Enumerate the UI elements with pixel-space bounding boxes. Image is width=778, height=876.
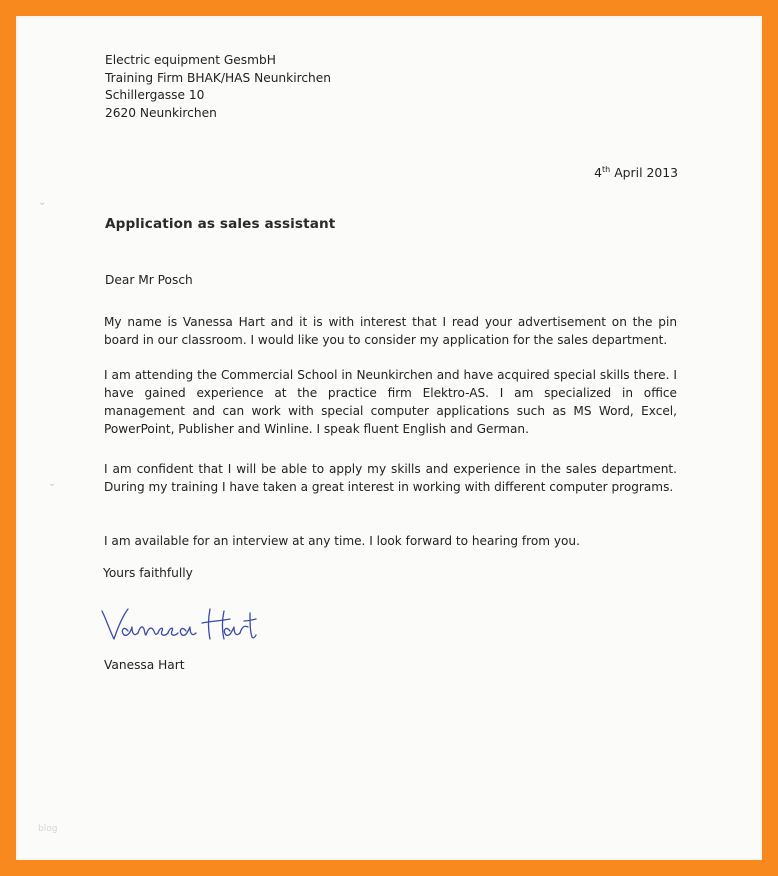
paragraph-confidence: I am confident that I will be able to apply my skills and experience in the sales department. During my training I have taken a great interest in working with different computer programs. bbox=[104, 462, 677, 494]
sender-firm: Training Firm BHAK/HAS Neunkirchen bbox=[105, 70, 331, 85]
date-day: 4 bbox=[594, 165, 603, 180]
date-suffix: th bbox=[602, 165, 611, 174]
letter-date bbox=[594, 165, 678, 180]
watermark: blog bbox=[38, 824, 58, 834]
paragraph-availability: I am available for an interview at any time. I look forward to hearing from you. bbox=[104, 534, 580, 548]
closing: Yours faithfully bbox=[103, 566, 193, 580]
scan-mark: ⌄ bbox=[48, 478, 57, 489]
sender-address bbox=[105, 52, 331, 122]
scan-mark: ⌄ bbox=[38, 197, 47, 208]
sender-street: Schillergasse 10 bbox=[105, 88, 205, 102]
signed-name: Vanessa Hart bbox=[104, 658, 185, 672]
sender-company: Electric equipment GesmbH bbox=[105, 53, 276, 67]
date-month-year: April 2013 bbox=[614, 165, 678, 180]
handwritten-signature bbox=[98, 601, 258, 645]
sender-city: 2620 Neunkirchen bbox=[105, 105, 217, 120]
paragraph-intro: My name is Vanessa Hart and it is with interest that I read your advertisement on the pin board in our classroom. I would like you to consider my application for the sales department. bbox=[104, 315, 677, 347]
salutation: Dear Mr Posch bbox=[105, 273, 193, 287]
letter-subject: Application as sales assistant bbox=[105, 216, 336, 232]
letter-page bbox=[16, 16, 762, 860]
paragraph-skills: I am attending the Commercial School in Neunkirchen and have acquired special skills there. I have gained experience at the practice firm Elektro-AS. I am specialized in office management and can work with special computer applications such as MS Word, Excel, PowerPoint, Publisher and Winline. I speak fluent English and German. bbox=[104, 368, 677, 436]
